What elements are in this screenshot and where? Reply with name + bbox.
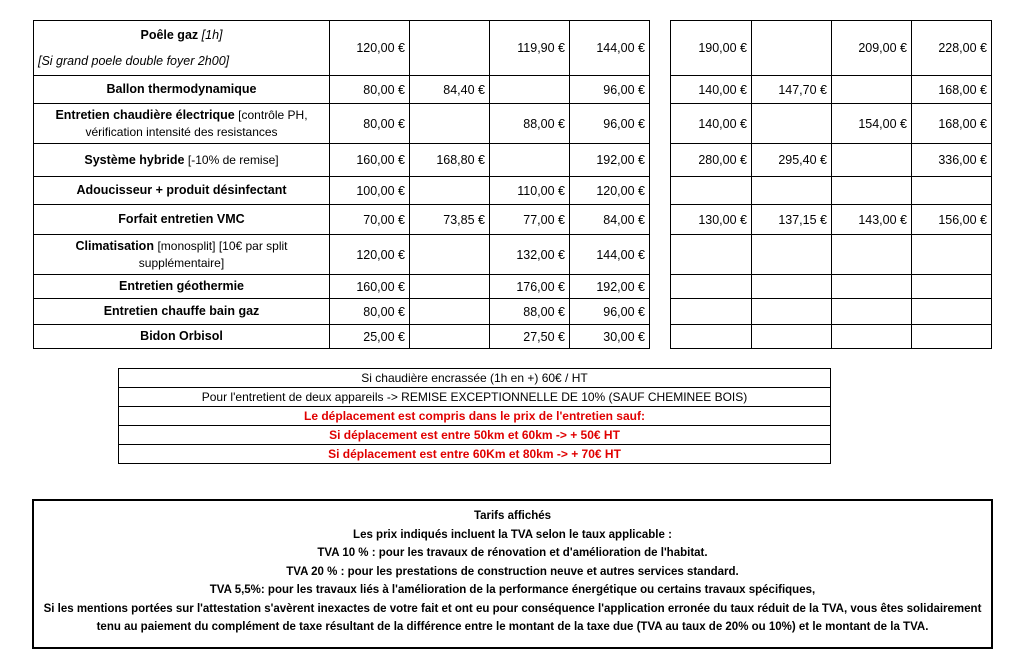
service-note-secondary: [Si grand poele double foyer 2h00] bbox=[38, 54, 230, 68]
service-cell bbox=[34, 299, 330, 325]
price-cell: 25,00 € bbox=[330, 325, 410, 349]
price-row bbox=[34, 325, 992, 349]
condition-row bbox=[119, 388, 831, 407]
condition-text: Si déplacement est entre 50km et 60km -> + 50€ HT bbox=[119, 426, 831, 445]
service-name: Entretien chauffe bain gaz bbox=[103, 304, 260, 318]
price-cell: 144,00 € bbox=[570, 235, 650, 275]
condition-row bbox=[119, 426, 831, 445]
condition-text: Si déplacement est entre 60Km et 80km -> + 70€ HT bbox=[119, 445, 831, 464]
service-cell bbox=[34, 76, 330, 104]
price-cell: 96,00 € bbox=[570, 76, 650, 104]
price-cell: 168,80 € bbox=[410, 144, 490, 177]
tva-line-6: tenu au paiement du complément de taxe résultant de la différence entre le montant de la taxe due (TVA au taux de 20% ou 10%) et le montant de la TVA. bbox=[96, 621, 929, 633]
service-name: Entretien géothermie bbox=[118, 279, 245, 293]
service-name: Entretien chaudière électrique bbox=[55, 107, 235, 122]
price-cell: 73,85 € bbox=[410, 205, 490, 235]
price-cell bbox=[671, 325, 752, 349]
price-cell: 143,00 € bbox=[832, 205, 912, 235]
price-cell: 147,70 € bbox=[752, 76, 832, 104]
column-spacer bbox=[650, 144, 671, 177]
price-cell: 100,00 € bbox=[330, 177, 410, 205]
price-cell: 27,50 € bbox=[490, 325, 570, 349]
price-cell bbox=[410, 275, 490, 299]
price-cell bbox=[832, 235, 912, 275]
column-spacer bbox=[650, 104, 671, 144]
price-cell bbox=[912, 325, 992, 349]
price-cell: 168,00 € bbox=[912, 76, 992, 104]
price-cell: 120,00 € bbox=[330, 235, 410, 275]
price-row bbox=[34, 205, 992, 235]
price-cell bbox=[410, 104, 490, 144]
tva-line-3: TVA 20 % : pour les prestations de construction neuve et autres services standard. bbox=[286, 565, 739, 578]
price-cell: 132,00 € bbox=[490, 235, 570, 275]
price-cell: 140,00 € bbox=[671, 76, 752, 104]
price-cell: 140,00 € bbox=[671, 104, 752, 144]
price-cell bbox=[410, 177, 490, 205]
service-note: [contrôle PH, vérification intensité des resistances bbox=[85, 107, 308, 139]
price-cell bbox=[671, 275, 752, 299]
price-cell bbox=[912, 235, 992, 275]
price-cell: 192,00 € bbox=[570, 275, 650, 299]
price-cell: 119,90 € bbox=[490, 21, 570, 76]
service-note: [1h] bbox=[201, 28, 223, 42]
price-cell: 154,00 € bbox=[832, 104, 912, 144]
price-cell: 280,00 € bbox=[671, 144, 752, 177]
price-cell: 336,00 € bbox=[912, 144, 992, 177]
price-cell bbox=[832, 144, 912, 177]
price-cell: 80,00 € bbox=[330, 299, 410, 325]
price-cell bbox=[671, 177, 752, 205]
price-cell: 96,00 € bbox=[570, 299, 650, 325]
conditions-table bbox=[118, 368, 831, 464]
price-cell: 77,00 € bbox=[490, 205, 570, 235]
service-note: [monosplit] [10€ par split supplémentaire] bbox=[138, 238, 288, 270]
price-cell: 137,15 € bbox=[752, 205, 832, 235]
price-row bbox=[34, 299, 992, 325]
price-cell bbox=[410, 21, 490, 76]
price-row bbox=[34, 76, 992, 104]
column-spacer bbox=[650, 275, 671, 299]
tva-info-box bbox=[32, 499, 993, 649]
service-name: Forfait entretien VMC bbox=[118, 212, 245, 226]
condition-row bbox=[119, 369, 831, 388]
condition-text: Pour l'entretient de deux appareils -> REMISE EXCEPTIONNELLE DE 10% (SAUF CHEMINEE BOIS) bbox=[119, 388, 831, 407]
condition-row bbox=[119, 407, 831, 426]
price-cell: 144,00 € bbox=[570, 21, 650, 76]
price-cell bbox=[912, 177, 992, 205]
condition-text: Si chaudière encrassée (1h en +) 60€ / HT bbox=[119, 369, 831, 388]
price-cell: 160,00 € bbox=[330, 275, 410, 299]
service-name: Climatisation bbox=[75, 238, 154, 253]
price-row bbox=[34, 144, 992, 177]
service-note: [-10% de remise] bbox=[187, 152, 279, 167]
price-cell: 84,40 € bbox=[410, 76, 490, 104]
service-cell bbox=[34, 275, 330, 299]
price-cell: 70,00 € bbox=[330, 205, 410, 235]
column-spacer bbox=[650, 325, 671, 349]
price-cell bbox=[410, 299, 490, 325]
price-cell: 120,00 € bbox=[570, 177, 650, 205]
price-cell bbox=[832, 325, 912, 349]
price-cell bbox=[832, 275, 912, 299]
service-cell bbox=[34, 104, 330, 144]
price-table bbox=[33, 20, 992, 349]
column-spacer bbox=[650, 299, 671, 325]
tva-title: Tarifs affichés bbox=[473, 510, 552, 522]
price-row bbox=[34, 21, 992, 76]
price-cell bbox=[490, 144, 570, 177]
service-cell bbox=[34, 177, 330, 205]
price-cell: 190,00 € bbox=[671, 21, 752, 76]
service-cell bbox=[34, 205, 330, 235]
price-cell bbox=[752, 325, 832, 349]
price-cell bbox=[832, 76, 912, 104]
price-cell: 96,00 € bbox=[570, 104, 650, 144]
column-spacer bbox=[650, 235, 671, 275]
price-cell bbox=[752, 235, 832, 275]
price-cell bbox=[671, 299, 752, 325]
price-cell bbox=[912, 275, 992, 299]
price-cell: 156,00 € bbox=[912, 205, 992, 235]
price-cell bbox=[490, 76, 570, 104]
tva-line-2: TVA 10 % : pour les travaux de rénovation et d'amélioration de l'habitat. bbox=[317, 547, 708, 559]
tva-line-1: Les prix indiqués incluent la TVA selon le taux applicable : bbox=[353, 528, 672, 541]
service-name: Poêle gaz bbox=[140, 28, 199, 42]
service-cell bbox=[34, 235, 330, 275]
price-cell bbox=[912, 299, 992, 325]
price-cell: 160,00 € bbox=[330, 144, 410, 177]
price-cell: 30,00 € bbox=[570, 325, 650, 349]
service-cell bbox=[34, 144, 330, 177]
price-cell: 88,00 € bbox=[490, 104, 570, 144]
column-spacer bbox=[650, 205, 671, 235]
price-cell: 84,00 € bbox=[570, 205, 650, 235]
service-name: Ballon thermodynamique bbox=[106, 82, 257, 96]
price-row bbox=[34, 275, 992, 299]
column-spacer bbox=[650, 21, 671, 76]
price-cell bbox=[752, 275, 832, 299]
price-cell bbox=[752, 177, 832, 205]
service-name: Système hybride bbox=[84, 152, 185, 167]
service-name: Adoucisseur + produit désinfectant bbox=[76, 183, 287, 197]
price-cell: 192,00 € bbox=[570, 144, 650, 177]
price-cell bbox=[752, 299, 832, 325]
condition-text: Le déplacement est compris dans le prix de l'entretien sauf: bbox=[119, 407, 831, 426]
price-cell bbox=[832, 177, 912, 205]
column-spacer bbox=[650, 76, 671, 104]
price-cell: 120,00 € bbox=[330, 21, 410, 76]
price-cell bbox=[671, 235, 752, 275]
price-cell: 228,00 € bbox=[912, 21, 992, 76]
price-cell: 209,00 € bbox=[832, 21, 912, 76]
price-cell: 80,00 € bbox=[330, 76, 410, 104]
price-cell bbox=[832, 299, 912, 325]
condition-row bbox=[119, 445, 831, 464]
price-cell: 80,00 € bbox=[330, 104, 410, 144]
tva-line-4: TVA 5,5%: pour les travaux liés à l'amélioration de la performance énergétique ou certains travaux spécifiques, bbox=[209, 584, 816, 596]
price-cell bbox=[410, 235, 490, 275]
price-row bbox=[34, 104, 992, 144]
service-name: Bidon Orbisol bbox=[140, 329, 223, 343]
column-spacer bbox=[650, 177, 671, 205]
price-cell: 295,40 € bbox=[752, 144, 832, 177]
price-row bbox=[34, 235, 992, 275]
price-cell bbox=[752, 104, 832, 144]
service-cell bbox=[34, 325, 330, 349]
price-cell: 130,00 € bbox=[671, 205, 752, 235]
tva-line-5: Si les mentions portées sur l'attestation s'avèrent inexactes de votre fait et ont eu pour conséquence l'application erronée du taux réduit de la TVA, vous êtes solidairement bbox=[43, 602, 982, 615]
price-cell bbox=[752, 21, 832, 76]
price-cell: 110,00 € bbox=[490, 177, 570, 205]
price-row bbox=[34, 177, 992, 205]
price-cell: 176,00 € bbox=[490, 275, 570, 299]
price-cell bbox=[410, 325, 490, 349]
price-cell: 168,00 € bbox=[912, 104, 992, 144]
service-cell bbox=[34, 21, 330, 76]
price-cell: 88,00 € bbox=[490, 299, 570, 325]
